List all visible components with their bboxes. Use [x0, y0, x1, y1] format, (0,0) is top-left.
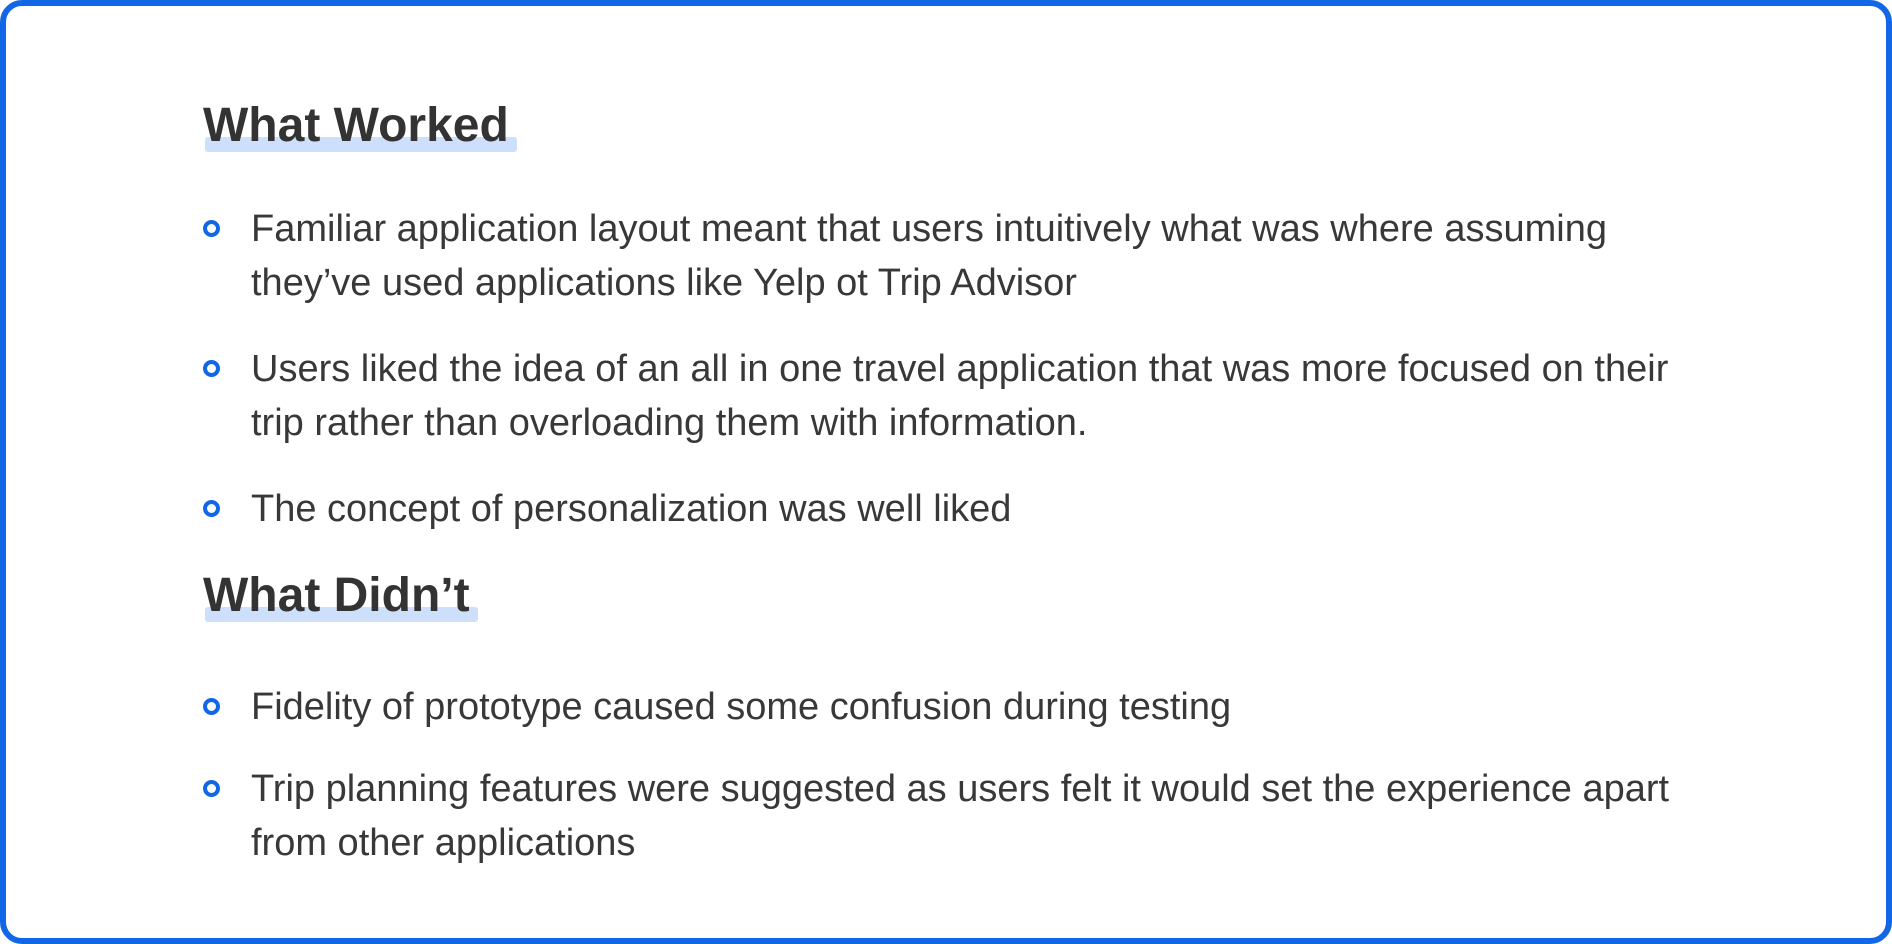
list-item — [203, 342, 1701, 450]
bullet-ring-icon — [203, 220, 220, 237]
bullet-ring-icon — [203, 780, 220, 797]
list-item — [203, 482, 1701, 536]
list-item — [203, 680, 1701, 734]
bullet-ring-icon — [203, 500, 220, 517]
what-worked-list — [203, 202, 1763, 536]
findings-content — [203, 96, 1763, 870]
list-item-text: The concept of personalization was well liked — [251, 488, 1012, 530]
what-didnt-list — [203, 680, 1763, 870]
what-worked-heading: What Worked — [203, 96, 509, 156]
list-item-text: Users liked the idea of an all in one travel application that was more focused on their trip rather than overloading them with information. — [251, 348, 1669, 444]
list-item-text: Trip planning features were suggested as users felt it would set the experience apart from other applications — [251, 768, 1670, 864]
list-item-text: Familiar application layout meant that users intuitively what was where assuming they’ve used applications like Yelp ot Trip Advisor — [251, 208, 1607, 304]
bullet-ring-icon — [203, 698, 220, 715]
list-item — [203, 762, 1701, 870]
what-didnt-heading: What Didn’t — [203, 566, 470, 626]
list-item-text: Fidelity of prototype caused some confusion during testing — [251, 686, 1232, 728]
bullet-ring-icon — [203, 360, 220, 377]
list-item — [203, 202, 1701, 310]
